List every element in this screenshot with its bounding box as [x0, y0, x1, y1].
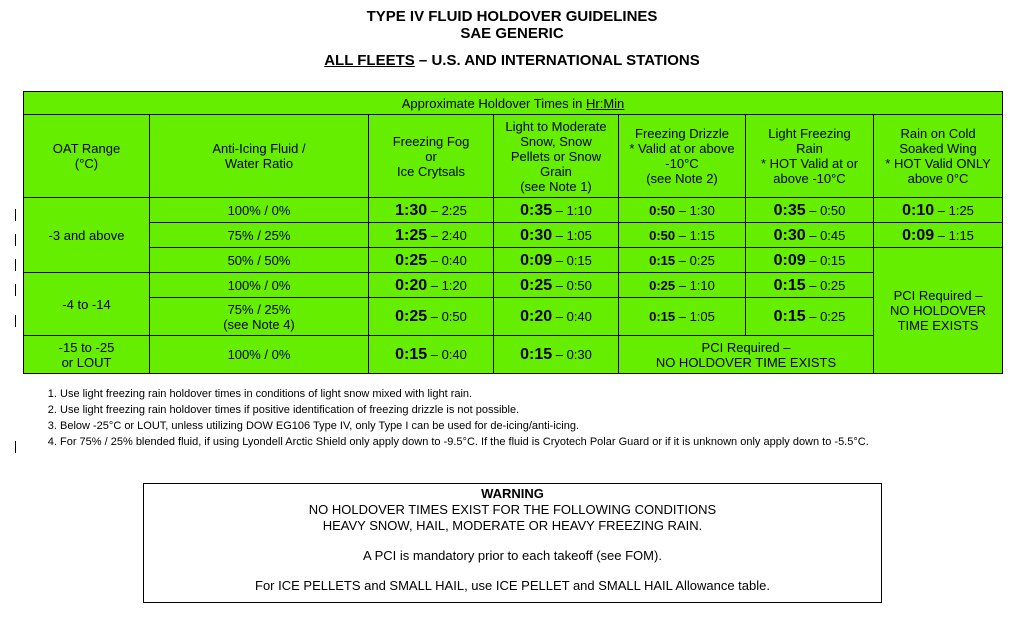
- note-item: 1. Use light freezing rain holdover times in conditions of light snow mixed with light rain.: [60, 387, 960, 402]
- ratio-cell: 50% / 50%: [150, 248, 369, 273]
- ratio-cell: 100% / 0%: [150, 198, 369, 223]
- warning-line: For ICE PELLETS and SMALL HAIL, use ICE PELLET and SMALL HAIL Allowance table.: [255, 578, 770, 593]
- table-row: [24, 248, 1003, 273]
- fog-cell: 0:25 – 0:50: [369, 298, 494, 336]
- fog-cell: 0:20 – 1:20: [369, 273, 494, 298]
- cold-cell: 0:10 – 1:25: [874, 198, 1003, 223]
- change-bar: [15, 209, 16, 221]
- table-row: [24, 336, 1003, 374]
- oat-group-cell: -4 to -14: [24, 273, 150, 336]
- title-fleets-line: [0, 52, 1024, 69]
- lfr-cell: 0:30 – 0:45: [746, 223, 874, 248]
- table-caption: Approximate Holdover Times in Hr:Min: [24, 92, 1003, 115]
- table-row: [24, 198, 1003, 223]
- header-freezing-fog: Freezing Fog or Ice Crytsals: [369, 115, 494, 198]
- table-row: [24, 223, 1003, 248]
- header-oat-range: OAT Range (°C): [24, 115, 150, 198]
- table-row: [24, 298, 1003, 336]
- lfr-cell: 0:35 – 0:50: [746, 198, 874, 223]
- cold-cell: 0:09 – 1:15: [874, 223, 1003, 248]
- oat-group-cell: -15 to -25 or LOUT: [24, 336, 150, 374]
- fog-cell: 1:30 – 2:25: [369, 198, 494, 223]
- snow-cell: 0:35 – 1:10: [494, 198, 619, 223]
- snow-cell: 0:20 – 0:40: [494, 298, 619, 336]
- drizzle-cell: 0:50 – 1:15: [619, 223, 746, 248]
- lfr-cell: 0:15 – 0:25: [746, 273, 874, 298]
- oat-group-cell: -3 and above: [24, 198, 150, 273]
- warning-box: [143, 483, 882, 603]
- ratio-cell: 75% / 25%: [150, 223, 369, 248]
- fog-cell: 0:25 – 0:40: [369, 248, 494, 273]
- stations-label: – U.S. AND INTERNATIONAL STATIONS: [414, 52, 700, 69]
- snow-cell: 0:25 – 0:50: [494, 273, 619, 298]
- drizzle-cell: 0:15 – 0:25: [619, 248, 746, 273]
- header-light-freezing-rain: Light Freezing Rain * HOT Valid at or above -10°C: [746, 115, 874, 198]
- drizzle-cell: 0:15 – 1:05: [619, 298, 746, 336]
- change-bar: [15, 441, 16, 453]
- snow-cell: 0:09 – 0:15: [494, 248, 619, 273]
- title-line-2: SAE GENERIC: [460, 25, 564, 42]
- warning-line: HEAVY SNOW, HAIL, MODERATE OR HEAVY FREEZING RAIN.: [322, 518, 703, 533]
- ratio-cell: 100% / 0%: [150, 273, 369, 298]
- lfr-cell: 0:09 – 0:15: [746, 248, 874, 273]
- change-bar: [15, 284, 16, 296]
- drizzle-cell: 0:50 – 1:30: [619, 198, 746, 223]
- fleets-label: ALL FLEETS: [324, 52, 415, 69]
- header-rain-cold-soaked: Rain on Cold Soaked Wing * HOT Valid ONLY above 0°C: [874, 115, 1003, 198]
- title-line-1: TYPE IV FLUID HOLDOVER GUIDELINES: [366, 8, 658, 25]
- header-snow: Light to Moderate Snow, Snow Pellets or Snow Grain (see Note 1): [494, 115, 619, 198]
- change-bar: [15, 234, 16, 246]
- holdover-table: [23, 91, 1003, 374]
- notes-list: [40, 386, 960, 451]
- note-item: 3. Below -25°C or LOUT, unless utilizing DOW EG106 Type IV, only Type I can be used for de-icing/anti-icing.: [60, 419, 960, 434]
- change-bar: [15, 315, 16, 327]
- note-item: 4. For 75% / 25% blended fluid, if using Lyondell Arctic Shield only apply down to -9.5°C. If the fluid is Cryotech Polar Guard or if it is unknown only apply down to -5.5°C.: [60, 435, 960, 450]
- ratio-cell: 100% / 0%: [150, 336, 369, 374]
- fog-cell: 1:25 – 2:40: [369, 223, 494, 248]
- snow-cell: 0:30 – 1:05: [494, 223, 619, 248]
- warning-heading: WARNING: [481, 486, 544, 501]
- lfr-cell: 0:15 – 0:25: [746, 298, 874, 336]
- pci-required-cell: PCI Required – NO HOLDOVER TIME EXISTS: [619, 336, 874, 374]
- table-row: [24, 273, 1003, 298]
- fog-cell: 0:15 – 0:40: [369, 336, 494, 374]
- snow-cell: 0:15 – 0:30: [494, 336, 619, 374]
- ratio-cell: 75% / 25% (see Note 4): [150, 298, 369, 336]
- drizzle-cell: 0:25 – 1:10: [619, 273, 746, 298]
- warning-line: A PCI is mandatory prior to each takeoff (see FOM).: [363, 548, 662, 563]
- header-freezing-drizzle: Freezing Drizzle * Valid at or above -10°C (see Note 2): [619, 115, 746, 198]
- pci-required-cell: PCI Required – NO HOLDOVER TIME EXISTS: [874, 248, 1003, 374]
- note-item: 2. Use light freezing rain holdover times if positive identification of freezing drizzle is not possible.: [60, 403, 960, 418]
- header-fluid-ratio: Anti-Icing Fluid / Water Ratio: [150, 115, 369, 198]
- change-bar: [15, 259, 16, 271]
- warning-line: NO HOLDOVER TIMES EXIST FOR THE FOLLOWING CONDITIONS: [308, 502, 717, 517]
